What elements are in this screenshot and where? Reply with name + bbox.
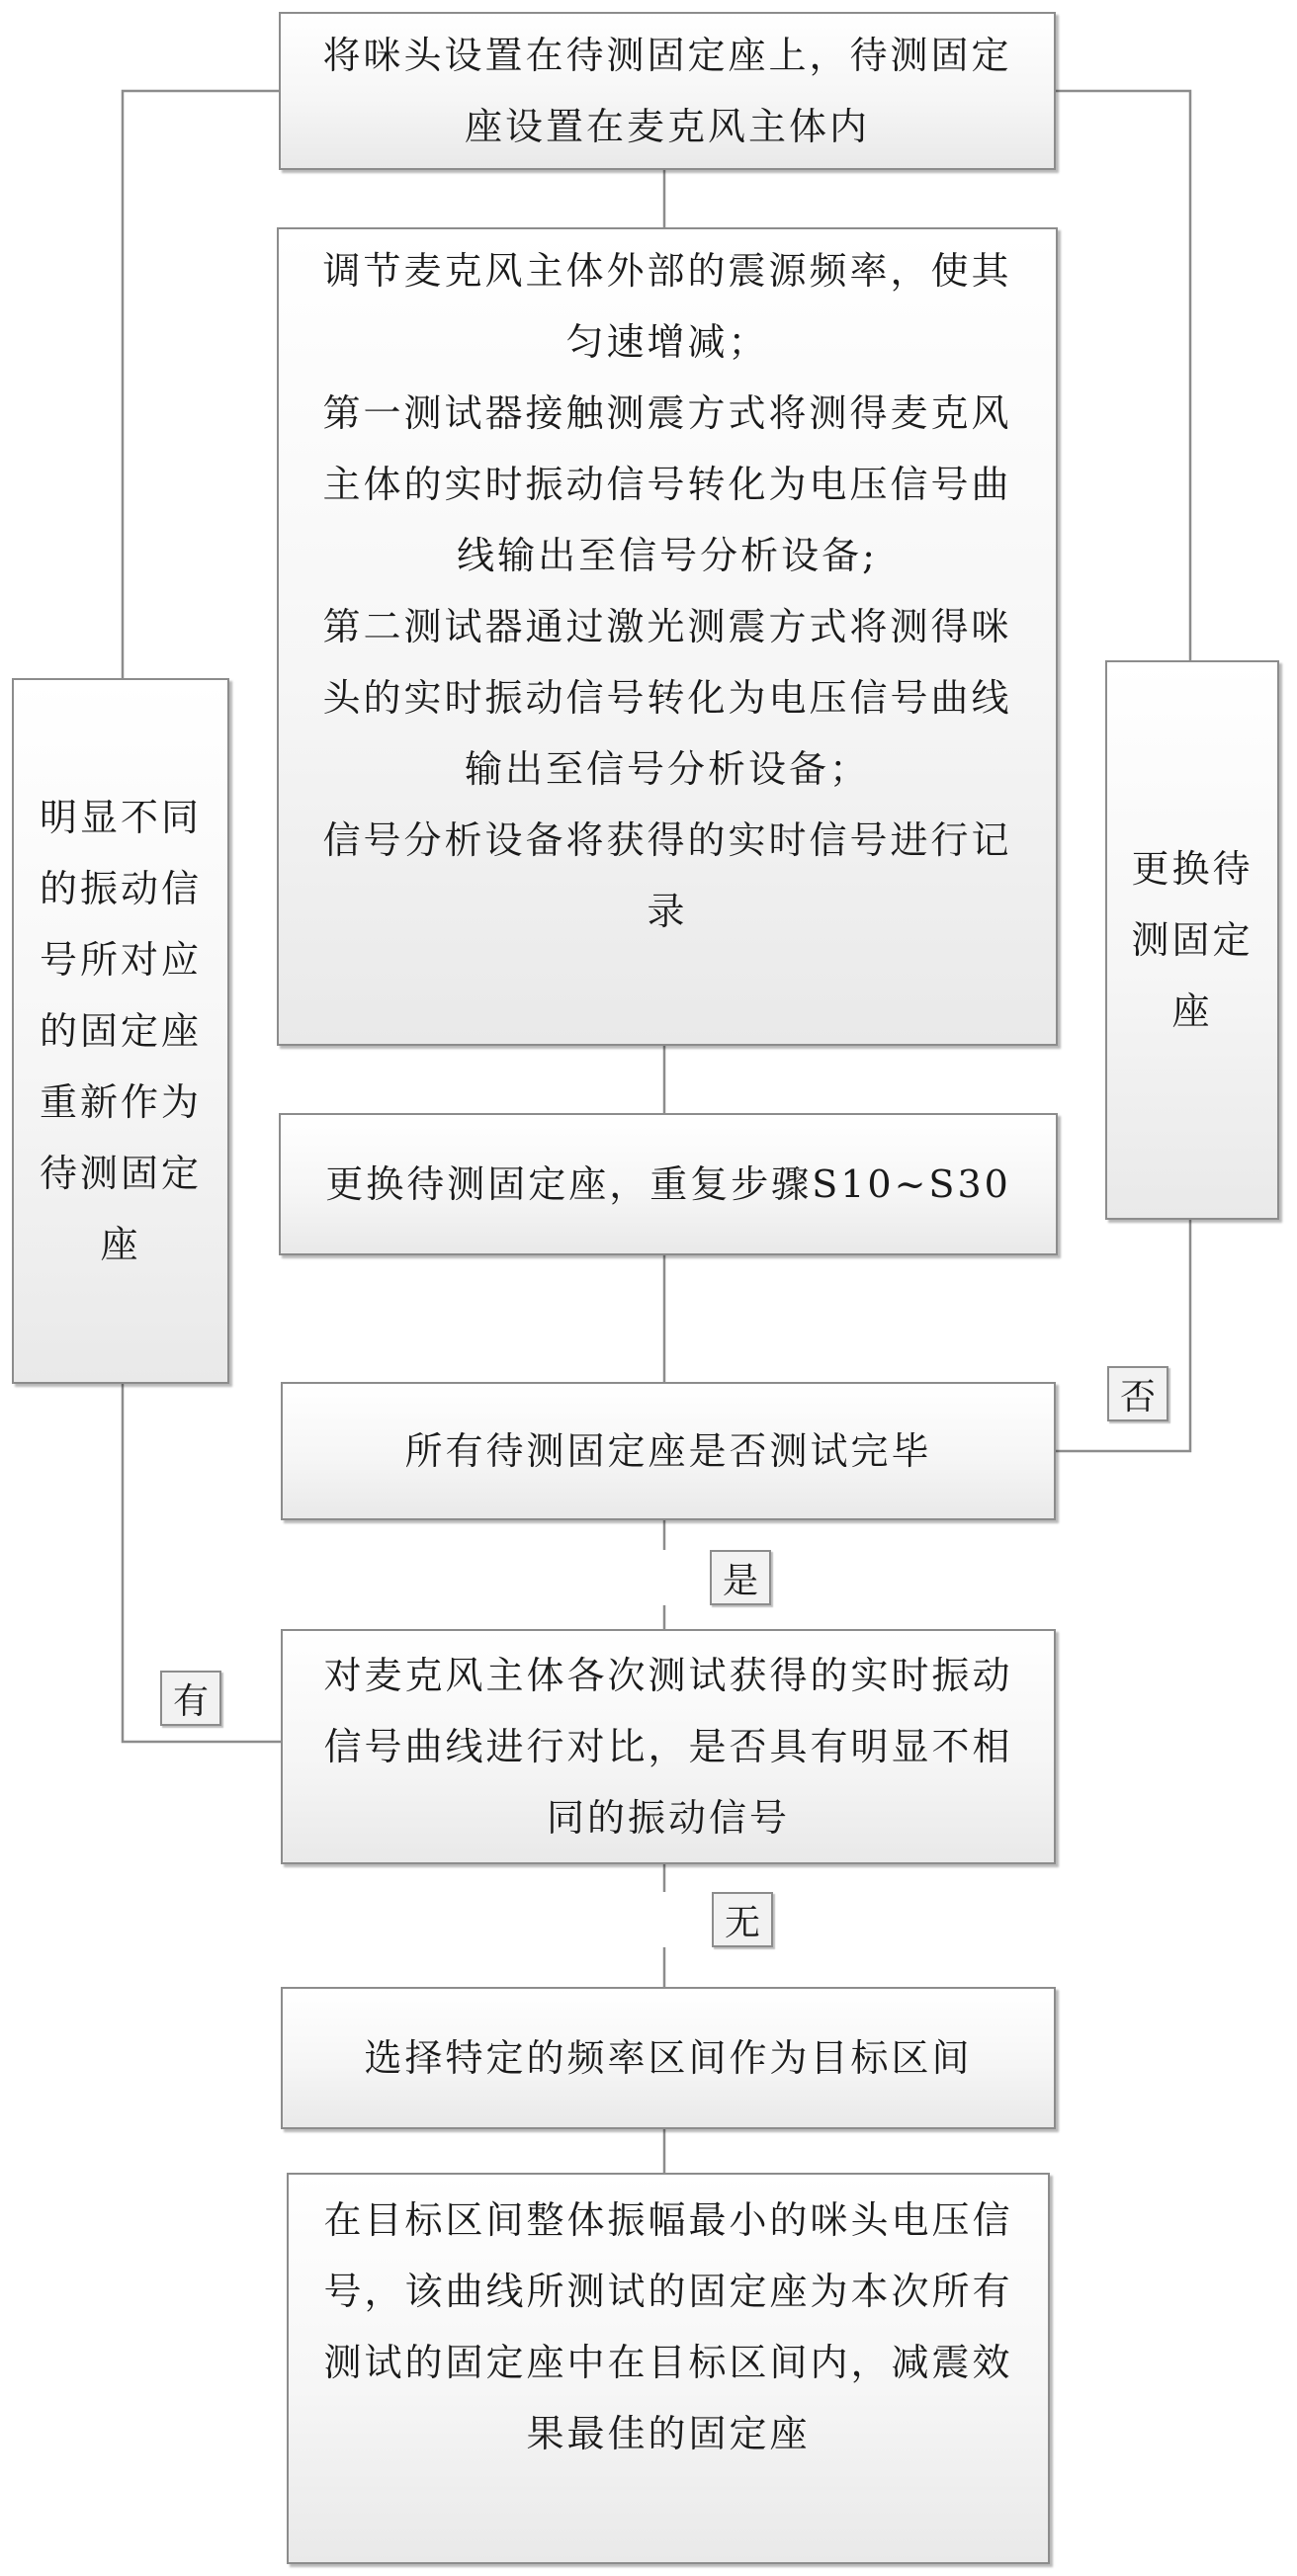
step-box-place-mic — [279, 12, 1056, 170]
side-box-reuse-mounts — [12, 678, 229, 1384]
step7-line: 号，该曲线所测试的固定座为本次所有 — [323, 2270, 1013, 2313]
side-right-line: 测固定 — [1131, 918, 1254, 962]
decision-box-compare-signals — [281, 1629, 1056, 1864]
step6-line: 选择特定的频率区间作为目标区间 — [364, 2036, 973, 2080]
branch-label-has: 有 — [160, 1671, 221, 1726]
step-box-select-target-range — [281, 1987, 1056, 2129]
step5-line: 同的振动信号 — [546, 1796, 790, 1840]
step7-line: 果最佳的固定座 — [526, 2412, 811, 2455]
step7-line: 测试的固定座中在目标区间内，减震效 — [323, 2341, 1013, 2384]
step2-line: 录 — [647, 890, 688, 933]
step2-line: 输出至信号分析设备； — [464, 747, 870, 791]
side-left-line: 明显不同 — [39, 796, 202, 839]
step2-line: 匀速增减； — [565, 320, 769, 364]
branch-label-yes: 是 — [710, 1550, 771, 1605]
connector-loop-left-top — [123, 91, 279, 678]
side-left-line: 的固定座 — [39, 1009, 202, 1053]
step2-line: 信号分析设备将获得的实时信号进行记 — [322, 818, 1012, 862]
side-box-replace-mount — [1105, 660, 1279, 1220]
side-left-line: 待测固定 — [39, 1152, 202, 1195]
step2-line: 主体的实时振动信号转化为电压信号曲 — [322, 463, 1012, 506]
decision-box-all-tested — [281, 1382, 1056, 1520]
step1-line: 将咪头设置在待测固定座上，待测固定 — [322, 34, 1012, 77]
step4-line: 所有待测固定座是否测试完毕 — [404, 1429, 932, 1473]
side-left-line: 座 — [100, 1223, 141, 1266]
step2-line: 线输出至信号分析设备; — [457, 534, 878, 577]
step7-line: 在目标区间整体振幅最小的咪头电压信 — [323, 2198, 1013, 2242]
step2-line: 头的实时振动信号转化为电压信号曲线 — [322, 676, 1012, 720]
side-right-line: 更换待 — [1131, 847, 1254, 891]
side-right-line: 座 — [1171, 989, 1213, 1033]
step-box-vibration-test — [277, 227, 1058, 1046]
step-box-best-mount-result — [287, 2173, 1050, 2564]
step-box-replace-repeat — [279, 1113, 1058, 1255]
branch-label-none: 无 — [712, 1892, 773, 1947]
step2-line: 调节麦克风主体外部的震源频率，使其 — [322, 249, 1012, 293]
step1-line: 座设置在麦克风主体内 — [464, 105, 870, 148]
step3-line: 更换待测固定座，重复步骤S10~S30 — [325, 1162, 1011, 1206]
side-left-line: 号所对应 — [39, 938, 202, 982]
step2-line: 第一测试器接触测震方式将测得麦克风 — [322, 391, 1012, 435]
branch-label-no: 否 — [1107, 1366, 1168, 1421]
connector-loop-right-top — [1056, 91, 1190, 660]
side-left-line: 的振动信 — [39, 867, 202, 910]
step2-line: 第二测试器通过激光测震方式将测得咪 — [322, 605, 1012, 648]
step5-line: 信号曲线进行对比，是否具有明显不相 — [323, 1725, 1013, 1768]
side-left-line: 重新作为 — [39, 1080, 202, 1124]
step5-line: 对麦克风主体各次测试获得的实时振动 — [323, 1654, 1013, 1697]
